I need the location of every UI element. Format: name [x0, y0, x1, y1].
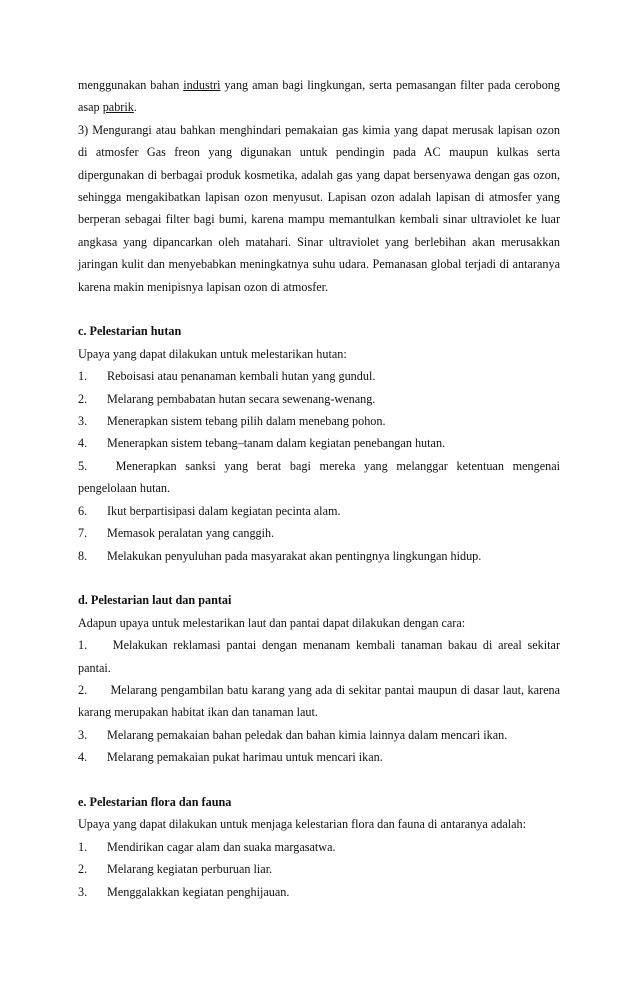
list-number: 1. [78, 839, 88, 854]
list-text: Memasok peralatan yang canggih. [107, 526, 275, 541]
list-item [78, 679, 560, 724]
document-page [78, 74, 560, 903]
list-item [78, 836, 560, 858]
list-text: Melakukan penyuluhan pada masyarakat akan pentingnya lingkungan hidup. [107, 548, 482, 563]
list-number: 2. [78, 682, 88, 697]
intro-text-a: menggunakan bahan [78, 78, 184, 92]
list-number: 1. [78, 638, 88, 653]
section-c-intro: Upaya yang dapat dilakukan untuk melestarikan hutan: [78, 346, 347, 361]
section-d-list [78, 634, 560, 768]
intro-text-b: yang aman bagi lingkungan, serta pemasangan filter pada cerobong asap [78, 78, 560, 115]
list-text: Ikut berpartisipasi dalam kegiatan pecinta alam. [107, 503, 341, 518]
list-text: Melarang kegiatan perburuan liar. [107, 862, 273, 877]
list-item [78, 746, 560, 768]
list-number: 5. [78, 458, 88, 473]
section-c-list [78, 365, 560, 567]
list-item [78, 388, 560, 410]
list-item [78, 410, 560, 432]
list-text: Menerapkan sistem tebang pilih dalam menebang pohon. [107, 414, 386, 429]
list-item [78, 724, 560, 746]
list-item [78, 545, 560, 567]
industri-link[interactable]: industri [183, 78, 221, 92]
section-e-list [78, 836, 560, 903]
list-text: Melarang pengambilan batu karang yang ada di sekitar pantai maupun di dasar laut, karena karang merupakan habitat ikan dan tanaman laut. [78, 682, 560, 720]
pabrik-link[interactable]: pabrik [102, 100, 134, 115]
list-number: 6. [78, 503, 88, 518]
list-number: 8. [78, 548, 88, 563]
list-item [78, 522, 560, 544]
list-item [78, 858, 560, 880]
section-d-heading: d. Pelestarian laut dan pantai [78, 593, 232, 608]
list-text: Melakukan reklamasi pantai dengan menanam kembali tanaman bakau di areal sekitar pantai. [78, 638, 560, 675]
intro-paragraph [78, 74, 560, 119]
list-text: Menerapkan sistem tebang–tanam dalam kegiatan penebangan hutan. [107, 436, 446, 451]
list-number: 3. [78, 727, 88, 742]
list-item [78, 634, 560, 679]
list-item [78, 500, 560, 522]
section-e-intro: Upaya yang dapat dilakukan untuk menjaga kelestarian flora dan fauna di antaranya adalah: [78, 817, 527, 832]
list-number: 2. [78, 862, 88, 877]
list-item [78, 432, 560, 454]
intro-text-c: . [133, 100, 137, 115]
list-item [78, 455, 560, 500]
list-number: 4. [78, 750, 88, 765]
list-text: Melarang pemakaian bahan peledak dan bahan kimia lainnya dalam mencari ikan. [107, 727, 508, 742]
list-text: Melarang pemakaian pukat harimau untuk mencari ikan. [107, 750, 383, 765]
list-number: 2. [78, 391, 88, 406]
point-3-paragraph: 3) Mengurangi atau bahkan menghindari pemakaian gas kimia yang dapat merusak lapisan ozon di atmosfer Gas freon yang digunakan untuk pendingin pada AC maupun kulkas serta dipergunakan di berbagai produk kosmetika, adalah gas yang dapat bersenyawa dengan gas ozon, sehingga mengakibatkan lapisan ozon menyusut. Lapisan ozon adalah lapisan di atmosfer yang berperan sebagai filter bagi bumi, karena mampu memantulkan kembali sinar ultraviolet ke luar angkasa yang dipancarkan oleh matahari. Sinar ultraviolet yang berlebihan akan merusakkan jaringan kulit dan menyebabkan meningkatnya suhu udara. Pemanasan global terjadi di antaranya karena makin menipisnya lapisan ozon di atmosfer. [78, 122, 560, 294]
list-text: Reboisasi atau penanaman kembali hutan yang gundul. [107, 369, 376, 384]
list-item [78, 881, 560, 903]
list-number: 7. [78, 526, 88, 541]
list-text: Menggalakkan kegiatan penghijauan. [107, 884, 290, 899]
list-number: 3. [78, 884, 88, 899]
list-text: Mendirikan cagar alam dan suaka margasatwa. [107, 839, 336, 854]
list-item [78, 365, 560, 387]
list-number: 1. [78, 369, 88, 384]
section-d-intro: Adapun upaya untuk melestarikan laut dan pantai dapat dilakukan dengan cara: [78, 615, 466, 630]
list-text: Menerapkan sanksi yang berat bagi mereka yang melanggar ketentuan mengenai pengelolaan hutan. [78, 458, 560, 496]
section-e-heading: e. Pelestarian flora dan fauna [78, 794, 232, 809]
list-number: 4. [78, 436, 88, 451]
list-text: Melarang pembabatan hutan secara sewenang-wenang. [107, 391, 376, 406]
list-number: 3. [78, 414, 88, 429]
section-c-heading: c. Pelestarian hutan [78, 324, 182, 339]
